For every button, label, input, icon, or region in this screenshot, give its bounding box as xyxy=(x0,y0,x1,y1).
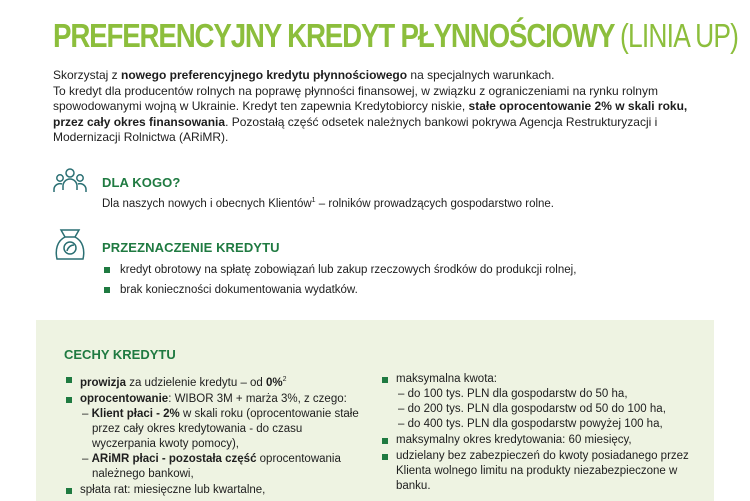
list-item: – do 400 tys. PLN dla gospodarstw powyżej 100 ha, xyxy=(398,418,663,430)
purpose-title: PRZEZNACZENIE KREDYTU xyxy=(102,240,280,255)
footnote-ref: 1 xyxy=(311,197,316,204)
list-item xyxy=(64,392,364,482)
interest-sublist xyxy=(80,407,364,482)
max-amount-item: do 100 tys. PLN dla gospodarstw do 50 ha, xyxy=(407,388,628,400)
for-whom-text xyxy=(102,197,554,210)
intro-text: To kredyt dla producentów rolnych na poprawę płynności finansowej, w związku z ograniczeniami na rynku rolnym spowodowanymi wojną w Ukrainie. Kredyt ten zapewnia Kredytobiorcy niskie, xyxy=(53,83,658,113)
footnote-ref: 2 xyxy=(282,376,287,383)
money-bag-leaf-icon xyxy=(53,228,87,262)
list-item xyxy=(64,372,364,391)
intro-text: . Pozostałą część odsetek należnych bankowi pokrywa Agencja Restrukturyzacji i Modernizacji Rolnictwa (ARiMR). xyxy=(53,114,658,144)
max-amount-sublist xyxy=(396,387,690,432)
client-pays-label: Klient płaci - 2% xyxy=(91,407,180,420)
for-whom-text-b: – rolników prowadzących gospodarstwo rolne. xyxy=(315,197,555,210)
max-amount-label: maksymalna kwota: xyxy=(396,373,497,385)
page-title xyxy=(53,17,739,54)
for-whom-title: DLA KOGO? xyxy=(102,175,181,190)
features-title: CECHY KREDYTU xyxy=(64,347,176,362)
purpose-list xyxy=(102,260,702,300)
arimr-pays-label: ARiMR płaci - pozostała część xyxy=(91,452,257,465)
max-amount-item: do 400 tys. PLN dla gospodarstw powyżej 100 ha, xyxy=(407,418,663,430)
list-item: – do 200 tys. PLN dla gospodarstw od 50 do 100 ha, xyxy=(398,403,666,415)
list-item: kredyt obrotowy na spłatę zobowiązań lub zakup rzeczowych środków do produkcji rolnej, xyxy=(102,260,702,280)
features-right-list xyxy=(380,372,690,495)
people-icon xyxy=(53,166,87,200)
max-amount-item: do 200 tys. PLN dla gospodarstw od 50 do 100 ha, xyxy=(407,403,666,415)
list-item xyxy=(380,372,690,432)
interest-label: oprocentowanie xyxy=(80,392,169,405)
list-item: maksymalny okres kredytowania: 60 miesięcy, xyxy=(380,433,690,448)
arimr-pays-text: oprocentowania należnego bankowi, xyxy=(92,452,341,480)
intro-text: Skorzystaj z xyxy=(53,68,122,82)
list-item: – do 100 tys. PLN dla gospodarstw do 50 ha, xyxy=(398,388,628,400)
list-item: – Klient płaci - 2% w skali roku (oprocentowanie stałe przez cały okres kredytowania - do czasu wyczerpania kwoty pomocy), xyxy=(82,407,359,450)
list-item: – ARiMR płaci - pozostała część oprocentowania należnego bankowi, xyxy=(82,452,341,480)
intro-text: na specjalnych warunkach. xyxy=(407,68,555,82)
client-pays-text: w skali roku (oprocentowanie stałe przez cały okres kredytowania - do czasu wyczerpania kwoty pomocy), xyxy=(92,407,359,450)
commission-text: za udzielenie kredytu – od xyxy=(126,376,267,389)
title-main: PREFERENCYJNY KREDYT PŁYNNOŚCIOWY xyxy=(53,17,615,54)
intro-highlight: stałe oprocentowanie 2% w skali roku, przez cały okres finansowania xyxy=(53,99,688,129)
interest-text: : WIBOR 3M + marża 3%, z czego: xyxy=(168,392,347,405)
features-left-list xyxy=(64,372,364,499)
list-item: udzielany bez zabezpieczeń do kwoty posiadanego przez Klienta wolnego limitu na produkty niezabezpieczone w banku. xyxy=(380,449,690,494)
title-sub: (LINIA UP) xyxy=(620,17,739,54)
commission-value: 0% xyxy=(266,376,283,389)
intro-highlight: nowego preferencyjnego kredytu płynnościowego xyxy=(121,68,408,82)
intro-paragraph xyxy=(53,68,698,146)
commission-label: prowizja xyxy=(80,376,127,389)
list-item: brak konieczności dokumentowania wydatków. xyxy=(102,280,702,300)
for-whom-text-a: Dla naszych nowych i obecnych Klientów xyxy=(102,197,312,210)
list-item: spłata rat: miesięczne lub kwartalne, xyxy=(64,483,364,498)
